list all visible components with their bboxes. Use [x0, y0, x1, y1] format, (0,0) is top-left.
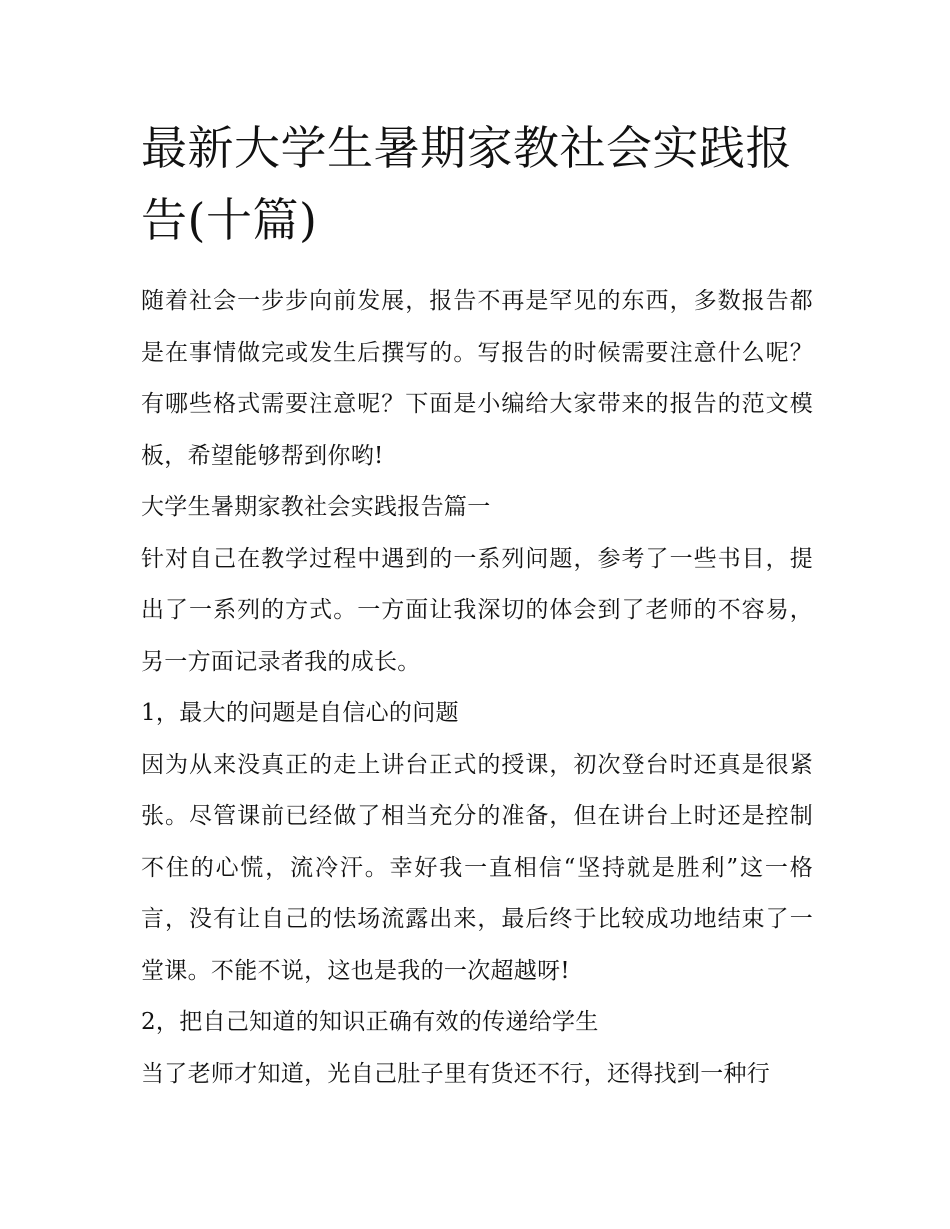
- document-page: [141, 112, 813, 1100]
- section-heading: 大学生暑期家教社会实践报告篇一: [141, 494, 491, 520]
- numbered-point-heading: 1，最大的问题是自信心的问题: [141, 700, 459, 726]
- intro-paragraph: 随着社会一步步向前发展，报告不再是罕见的东西，多数报告都是在事情做完或发生后撰写的。写报告的时候需要注意什么呢？有哪些格式需要注意呢？下面是小编给大家带来的报告的范文模板，希望能够帮到你哟!: [141, 288, 813, 469]
- body-paragraph: 因为从来没真正的走上讲台正式的授课，初次登台时还真是很紧张。尽管课前已经做了相当充分的准备，但在讲台上时还是控制不住的心慌，流冷汗。幸好我一直相信“坚持就是胜利”这一格言，没有让自己的怯场流露出来，最后终于比较成功地结束了一堂课。不能不说，这也是我的一次超越呀!: [141, 751, 813, 984]
- body-paragraph: 针对自己在教学过程中遇到的一系列问题，参考了一些书目，提出了一系列的方式。一方面让我深切的体会到了老师的不容易，另一方面记录者我的成长。: [141, 545, 813, 675]
- numbered-point-heading: 2，把自己知道的知识正确有效的传递给学生: [141, 1009, 599, 1035]
- document-title: 最新大学生暑期家教社会实践报告(十篇): [141, 121, 792, 247]
- body-paragraph: 当了老师才知道，光自己肚子里有货还不行，还得找到一种行: [141, 1060, 771, 1087]
